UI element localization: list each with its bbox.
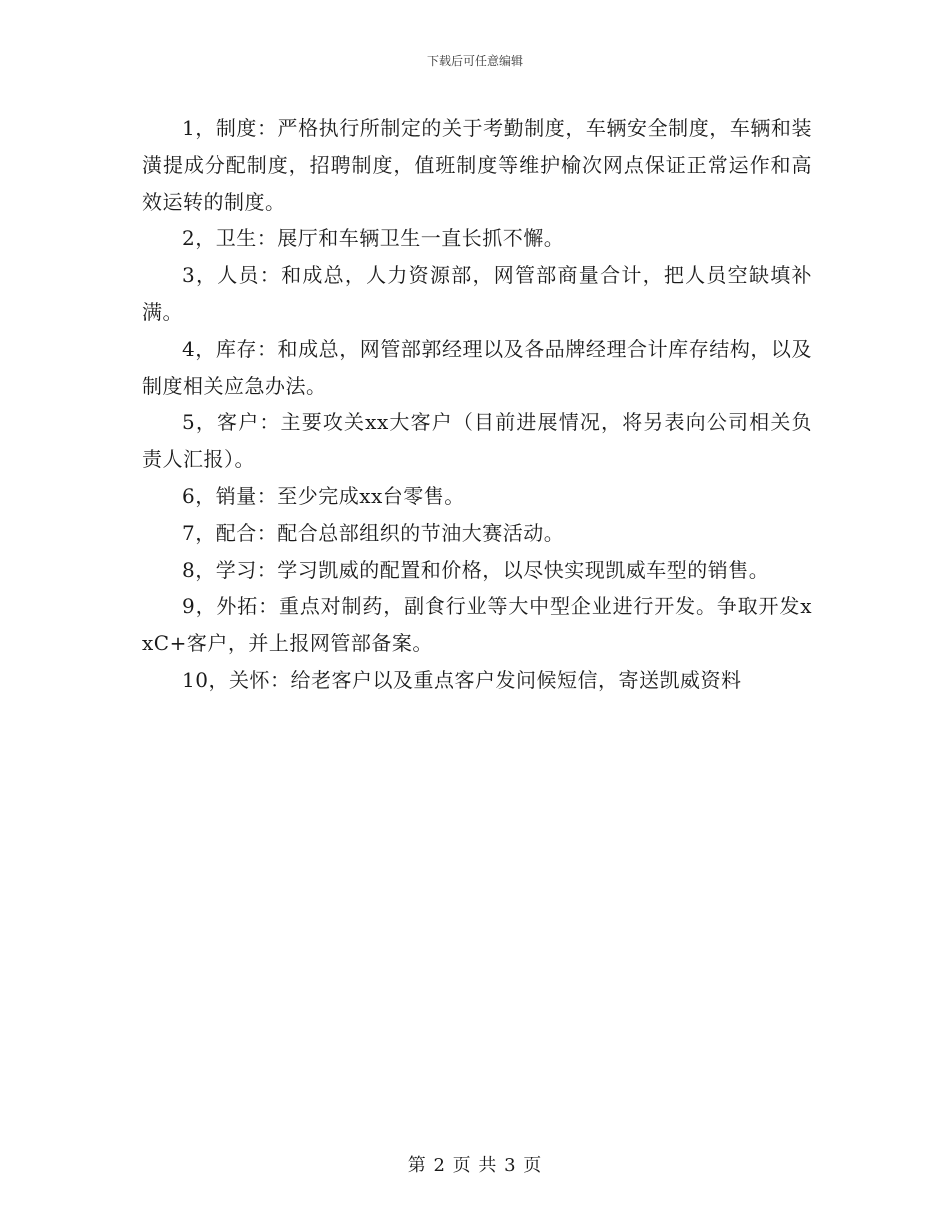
paragraph-8: 8，学习：学习凯威的配置和价格，以尽快实现凯威车型的销售。	[182, 557, 770, 582]
paragraph-6: 6，销量：至少完成xx台零售。	[182, 483, 465, 508]
paragraph-5: 5，客户：主要攻关xx大客户（目前进展情况，将另表向公司相关负责人汇报）。	[142, 410, 812, 472]
paragraph-10: 10，关怀：给老客户以及重点客户发问候短信，寄送凯威资料	[182, 667, 742, 692]
paragraph-4: 4，库存：和成总，网管部郭经理以及各品牌经理合计库存结构，以及制度相关应急办法。	[142, 336, 812, 398]
paragraph-3: 3，人员：和成总，人力资源部，网管部商量合计，把人员空缺填补满。	[142, 263, 812, 324]
page-header: 下载后可任意编辑	[426, 54, 523, 68]
paragraph-2: 2，卫生：展厅和车辆卫生一直长抓不懈。	[182, 226, 565, 251]
document-body	[142, 110, 812, 699]
page-footer	[0, 1154, 950, 1178]
paragraph-7: 7，配合：配合总部组织的节油大赛活动。	[182, 520, 565, 545]
paragraph-1: 1，制度：严格执行所制定的关于考勤制度，车辆安全制度，车辆和装潢提成分配制度，招聘制度，值班制度等维护榆次网点保证正常运作和高效运转的制度。	[142, 116, 812, 214]
paragraph-9: 9，外拓：重点对制药，副食行业等大中型企业进行开发。争取开发xxC+客户，并上报网管部备案。	[142, 594, 812, 656]
page-number-label: 第 2 页 共 3 页	[407, 1155, 543, 1176]
